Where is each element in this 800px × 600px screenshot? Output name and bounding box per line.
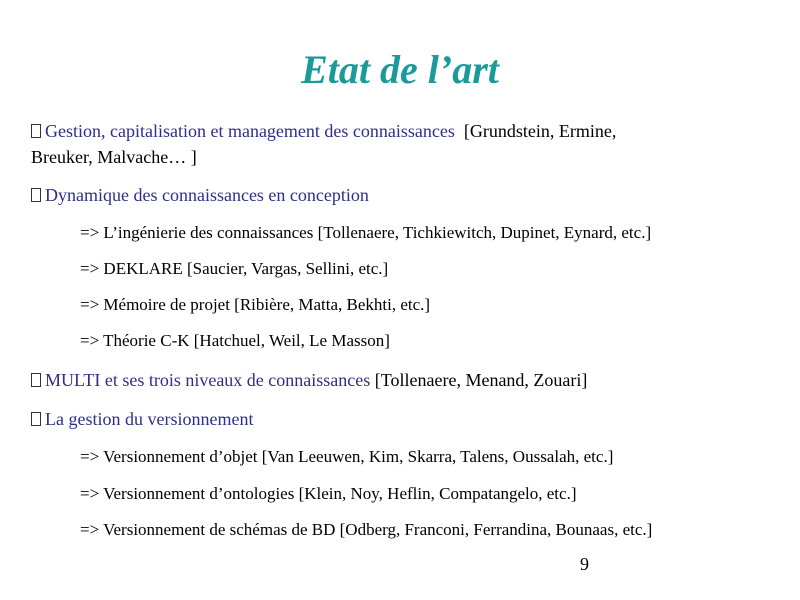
bullet-versioning <box>31 408 253 430</box>
bullet-box-icon <box>31 373 41 387</box>
bullet-references: [Grundstein, Ermine, <box>463 121 617 141</box>
bullet-topic: La gestion du versionnement <box>45 409 254 429</box>
bullet-knowledge-management <box>31 120 616 142</box>
bullet-topic: Dynamique des connaissances en conception <box>45 185 369 205</box>
bullet-box-icon <box>31 124 41 138</box>
bullet-box-icon <box>31 412 41 426</box>
page-number: 9 <box>580 554 589 574</box>
bullet-continuation: Breuker, Malvache… ] <box>31 147 197 167</box>
subitem-schema-versioning: => Versionnement de schémas de BD [Odberg, Franconi, Ferrandina, Bounaas, etc.] <box>80 520 653 539</box>
bullet-knowledge-dynamics <box>31 184 369 206</box>
bullet-references: [Tollenaere, Menand, Zouari] <box>374 370 588 390</box>
bullet-topic: Gestion, capitalisation et management des connaissances <box>45 121 455 141</box>
subitem-project-memory: => Mémoire de projet [Ribière, Matta, Bekhti, etc.] <box>80 295 431 314</box>
subitem-deklare: => DEKLARE [Saucier, Vargas, Sellini, etc.] <box>80 259 389 278</box>
slide-title: Etat de l’art <box>301 47 499 92</box>
subitem-ck-theory: => Théorie C-K [Hatchuel, Weil, Le Masson] <box>80 331 390 350</box>
subitem-object-versioning: => Versionnement d’objet [Van Leeuwen, Kim, Skarra, Talens, Oussalah, etc.] <box>80 447 614 466</box>
subitem-knowledge-engineering: => L’ingénierie des connaissances [Tollenaere, Tichkiewitch, Dupinet, Eynard, etc.] <box>80 223 652 242</box>
bullet-topic: MULTI et ses trois niveaux de connaissances <box>45 370 371 390</box>
bullet-multi <box>31 369 587 391</box>
subitem-ontology-versioning: => Versionnement d’ontologies [Klein, Noy, Heflin, Compatangelo, etc.] <box>80 484 577 503</box>
bullet-box-icon <box>31 188 41 202</box>
